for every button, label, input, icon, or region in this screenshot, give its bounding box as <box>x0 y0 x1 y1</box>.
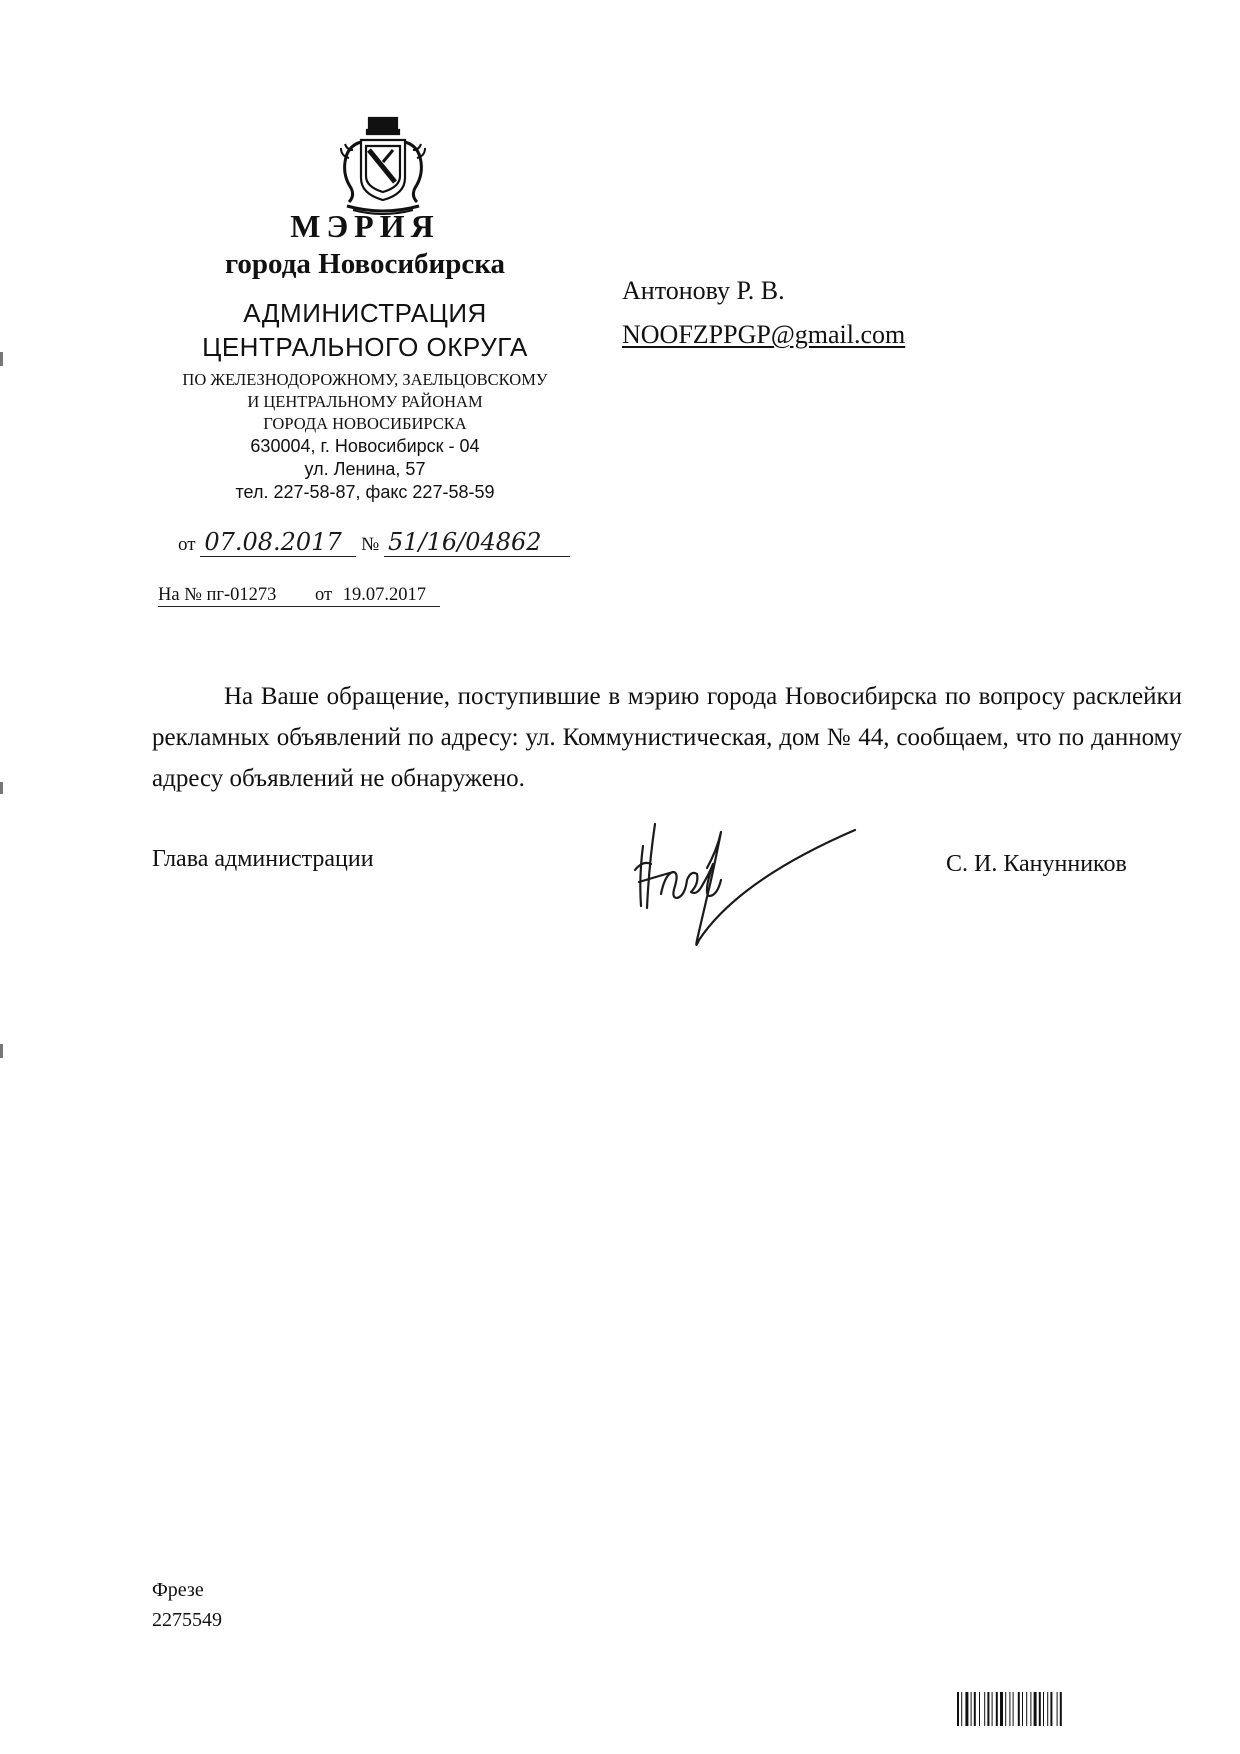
registration-number-label: № <box>361 534 380 555</box>
barcode-bar <box>1034 1692 1037 1726</box>
barcode-bar <box>974 1692 976 1726</box>
executor-name: Фрезе <box>152 1579 204 1601</box>
incoming-reference <box>158 585 440 607</box>
sub-line-2: И ЦЕНТРАЛЬНОМУ РАЙОНАМ <box>247 392 483 411</box>
barcode-bar <box>996 1692 998 1726</box>
barcode-bar <box>965 1692 968 1726</box>
incoming-from-label: от <box>315 585 333 605</box>
addressee-name: Антонову Р. В. <box>622 276 785 305</box>
org-name: МЭРИЯ <box>290 208 440 244</box>
barcode-bar <box>1043 1692 1044 1726</box>
sub-line-1: ПО ЖЕЛЕЗНОДОРОЖНОМУ, ЗАЕЛЬЦОВСКОМУ <box>182 370 548 389</box>
incoming-label: На № пг-01273 <box>158 585 277 605</box>
signatory-name: С. И. Канунников <box>946 851 1127 877</box>
barcode-bar <box>1013 1692 1014 1726</box>
barcode-bar <box>1022 1692 1023 1726</box>
admin-line-1: АДМИНИСТРАЦИЯ <box>243 298 487 328</box>
barcode-icon <box>955 1690 1140 1734</box>
barcode-bar <box>957 1692 959 1726</box>
addressee-email: NOOFZPPGP@gmail.com <box>622 320 906 349</box>
barcode-bar <box>1018 1692 1020 1726</box>
handwritten-signature-icon <box>625 810 865 985</box>
barcode-bar <box>971 1692 972 1726</box>
registration-date: 07.08.2017 <box>200 528 356 557</box>
executor-phone: 2275549 <box>152 1609 222 1631</box>
barcode-bar <box>1005 1692 1006 1726</box>
registration-from-label: от <box>178 534 196 555</box>
barcode-bar <box>1026 1692 1027 1726</box>
scan-mark <box>0 1044 3 1058</box>
barcode-bar <box>1050 1692 1052 1726</box>
city-name: города Новосибирска <box>224 248 506 280</box>
admin-line-2: ЦЕНТРАЛЬНОГО ОКРУГА <box>202 332 528 362</box>
scan-mark <box>0 782 3 794</box>
letter-body: На Ваше обращение, поступившие в мэрию города Новосибирска по вопросу расклейки рекламных объявлений по адресу: ул. Коммунистическая, дом № 44, сообщаем, что по данному адресу объявлений не обнаружено. <box>152 683 1182 792</box>
barcode-bar <box>1057 1692 1058 1726</box>
barcode-bar <box>984 1692 985 1726</box>
barcode-bar <box>1009 1692 1010 1726</box>
novosibirsk-coat-of-arms-icon <box>333 110 433 220</box>
barcode-bar <box>961 1692 962 1726</box>
barcode-bar <box>992 1692 993 1726</box>
registration-line <box>178 528 570 557</box>
barcode-bar <box>1060 1692 1062 1726</box>
barcode-bar <box>1039 1692 1041 1726</box>
barcode-bar <box>1030 1692 1031 1726</box>
barcode-bar <box>979 1692 980 1726</box>
executor-block <box>152 1575 222 1635</box>
address-line-2: ул. Ленина, 57 <box>304 459 426 479</box>
address-line-3: тел. 227-58-87, факс 227-58-59 <box>235 482 495 502</box>
registration-number: 51/16/04862 <box>384 528 570 557</box>
sub-line-3: ГОРОДА НОВОСИБИРСКА <box>263 414 467 433</box>
signatory-title: Глава администрации <box>152 846 374 872</box>
barcode-bar <box>1047 1692 1048 1726</box>
barcode-bar <box>1000 1692 1003 1726</box>
address-line-1: 630004, г. Новосибирск - 04 <box>250 436 480 456</box>
scan-mark <box>0 352 3 366</box>
incoming-date: 19.07.2017 <box>342 585 426 605</box>
barcode-bar <box>987 1692 989 1726</box>
